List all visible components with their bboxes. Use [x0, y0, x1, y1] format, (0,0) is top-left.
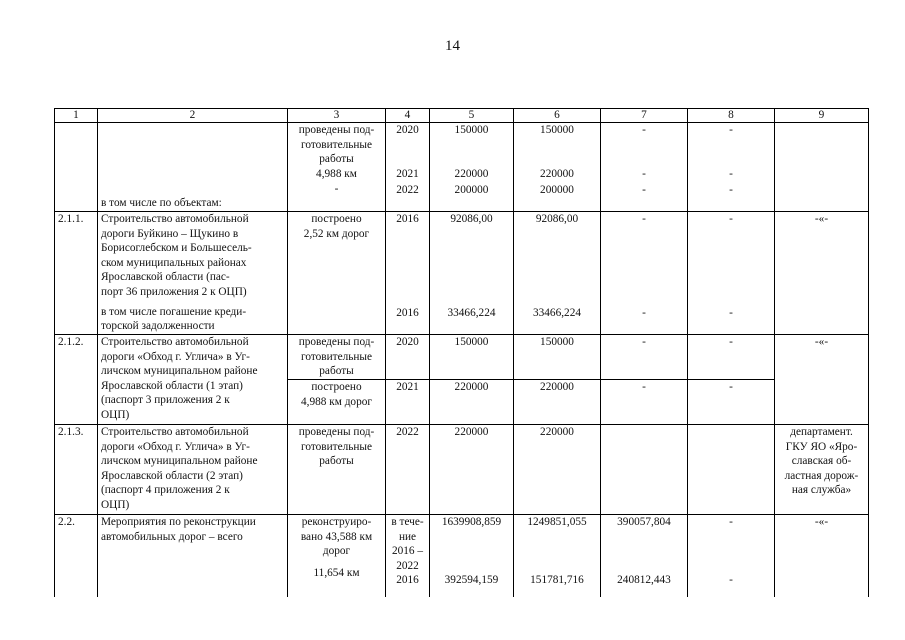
result-line: работы [319, 365, 354, 378]
result-line: проведены под- [298, 336, 375, 348]
column-number: 5 [430, 109, 514, 123]
executor-line: славская об- [791, 455, 852, 468]
program-table [54, 108, 869, 597]
year-value: 2016 [396, 574, 419, 587]
result-cell [288, 212, 386, 335]
year-cell: 2022 [386, 425, 430, 515]
regional-value: 92086,00 [535, 213, 579, 225]
year-value: 2016 [396, 213, 419, 225]
period-line: в тече- [391, 516, 424, 528]
total-value: 92086,00 [450, 213, 493, 225]
executor-line: департамент. [790, 426, 853, 438]
description-line: Ярославской области (2 этап) [101, 469, 243, 482]
result-cell [288, 425, 386, 515]
table-row [55, 515, 869, 597]
description-line: дороги «Обход г. Углича» в Уг- [101, 440, 250, 453]
other-value: - [729, 574, 733, 586]
description-line: торской задолженности [101, 320, 215, 333]
federal-cell: - [601, 335, 688, 380]
result-line: готовительные [300, 138, 373, 151]
description-line: ОЦП) [101, 498, 130, 511]
executor-cell [775, 123, 869, 212]
description-line: Мероприятия по реконструкции [101, 516, 256, 528]
regional-cell: 220000 [514, 380, 601, 425]
year-value: 2016 [396, 307, 419, 319]
total-cell [430, 212, 514, 335]
description-line: Строительство автомобильной [101, 213, 249, 225]
federal-cell: - [601, 380, 688, 425]
row-number-cell: 2.1.3. [55, 425, 98, 515]
result-line: работы [319, 153, 354, 166]
regional-value: 1249851,055 [527, 516, 587, 528]
total-value: 1639908,859 [441, 516, 502, 528]
column-number-row [55, 109, 869, 123]
federal-cell [601, 212, 688, 335]
result-line: готовительные [300, 350, 373, 363]
federal-value: - [642, 168, 646, 180]
other-value: - [729, 124, 733, 136]
result-cell [288, 123, 386, 212]
federal-value: - [642, 124, 646, 136]
total-cell: 150000 [430, 335, 514, 380]
table-row [55, 335, 869, 380]
other-value: - [729, 516, 733, 528]
executor-cell: -«- [775, 212, 869, 335]
federal-value: 240812,443 [617, 574, 671, 586]
description-cell [98, 425, 288, 515]
result-line: готовительные [300, 440, 373, 453]
column-number: 2 [98, 109, 288, 123]
result-line: построено [311, 213, 362, 225]
result-cell [288, 515, 386, 597]
regional-value: 200000 [540, 184, 574, 196]
description-line: личском муниципальном районе [101, 365, 258, 378]
year-value: 2021 [396, 168, 419, 180]
other-value: - [729, 184, 733, 196]
page-number: 14 [445, 38, 460, 54]
result-line: 4,988 км дорог [300, 395, 373, 408]
table-row [55, 212, 869, 335]
description-line: в том числе погашение креди- [101, 305, 247, 318]
other-cell: - [688, 380, 775, 425]
column-number: 8 [688, 109, 775, 123]
regional-value: 220000 [540, 168, 574, 180]
description-cell [98, 123, 288, 212]
result-line: построено [311, 381, 362, 393]
result-cell [288, 380, 386, 425]
other-cell: - [688, 335, 775, 380]
other-value: - [729, 307, 733, 319]
result-line: 4,988 км [316, 167, 357, 180]
objects-note: в том числе по объектам: [101, 197, 222, 210]
year-value: 2022 [396, 184, 419, 196]
result-line: проведены под- [298, 426, 375, 438]
result-line: проведены под- [298, 124, 375, 136]
year-cell: 2020 [386, 335, 430, 380]
regional-cell: 150000 [514, 335, 601, 380]
result-line: дорог [322, 545, 351, 558]
description-line: Ярославской области (1 этап) [101, 379, 243, 392]
column-number: 7 [601, 109, 688, 123]
regional-cell [514, 212, 601, 335]
regional-value: 151781,716 [530, 574, 584, 586]
row-number-cell [55, 123, 98, 212]
federal-value: - [642, 307, 646, 319]
other-value: - [729, 213, 733, 225]
executor-line: ная служба» [791, 484, 852, 497]
description-line: ском муниципальных районах [101, 256, 247, 269]
row-number-cell: 2.2. [55, 515, 98, 597]
description-line: Борисоглебском и Большесель- [101, 242, 252, 255]
period-line: 2016 – [391, 545, 424, 558]
year-value: 2020 [396, 124, 419, 136]
result-line: 11,654 км [313, 567, 360, 580]
executor-line: ластная дорож- [784, 469, 859, 482]
total-value: 392594,159 [444, 574, 499, 586]
description-line: ОЦП) [101, 408, 130, 421]
period-line: ние [398, 530, 417, 543]
other-cell [688, 425, 775, 515]
federal-value: - [642, 213, 646, 225]
column-number: 3 [288, 109, 386, 123]
row-number-cell: 2.1.2. [55, 335, 98, 425]
federal-value: 390057,804 [617, 516, 671, 528]
total-value: 33466,224 [447, 307, 496, 319]
other-value: - [729, 168, 733, 180]
result-line: - [334, 183, 339, 196]
other-cell [688, 123, 775, 212]
year-cell [386, 212, 430, 335]
description-line: Строительство автомобильной [101, 426, 249, 438]
federal-cell [601, 425, 688, 515]
description-line: Строительство автомобильной [101, 336, 249, 348]
description-line: порт 36 приложения 2 к ОЦП) [101, 285, 247, 298]
federal-value: - [642, 184, 646, 196]
description-cell [98, 212, 288, 335]
total-value: 150000 [454, 124, 489, 136]
description-line: Ярославской области (пас- [101, 271, 230, 284]
row-number-cell: 2.1.1. [55, 212, 98, 335]
year-cell [386, 515, 430, 597]
result-cell [288, 335, 386, 380]
result-line: 2,52 км дорог [303, 227, 370, 240]
other-cell [688, 515, 775, 597]
column-number: 9 [775, 109, 869, 123]
column-number: 4 [386, 109, 430, 123]
table-row [55, 425, 869, 515]
executor-cell: -«- [775, 335, 869, 425]
description-line: дороги Буйкино – Щукино в [101, 227, 239, 240]
other-cell [688, 212, 775, 335]
description-line: (паспорт 4 приложения 2 к [101, 484, 230, 497]
total-cell [430, 123, 514, 212]
result-line: вано 43,588 км [300, 530, 373, 543]
description-line: личском муниципальном районе [101, 455, 258, 468]
total-cell: 220000 [430, 425, 514, 515]
total-value: 200000 [454, 184, 489, 196]
regional-value: 150000 [540, 124, 574, 136]
description-line: (паспорт 3 приложения 2 к [101, 394, 230, 407]
period-line: 2022 [396, 559, 419, 572]
year-cell: 2021 [386, 380, 430, 425]
regional-cell: 220000 [514, 425, 601, 515]
description-cell [98, 515, 288, 597]
total-cell: 220000 [430, 380, 514, 425]
regional-cell [514, 515, 601, 597]
executor-cell: -«- [775, 515, 869, 597]
federal-cell [601, 515, 688, 597]
executor-cell [775, 425, 869, 515]
total-value: 220000 [454, 168, 489, 180]
regional-value: 33466,224 [532, 307, 581, 319]
year-cell [386, 123, 430, 212]
column-number: 6 [514, 109, 601, 123]
executor-line: ГКУ ЯО «Яро- [785, 440, 858, 453]
result-line: работы [319, 455, 354, 468]
federal-cell [601, 123, 688, 212]
result-line: реконструиро- [301, 516, 372, 528]
total-cell [430, 515, 514, 597]
regional-cell [514, 123, 601, 212]
description-line: дороги «Обход г. Углича» в Уг- [101, 350, 250, 363]
description-cell [98, 335, 288, 425]
table-row [55, 123, 869, 212]
description-line: автомобильных дорог – всего [101, 530, 243, 543]
column-number: 1 [55, 109, 98, 123]
